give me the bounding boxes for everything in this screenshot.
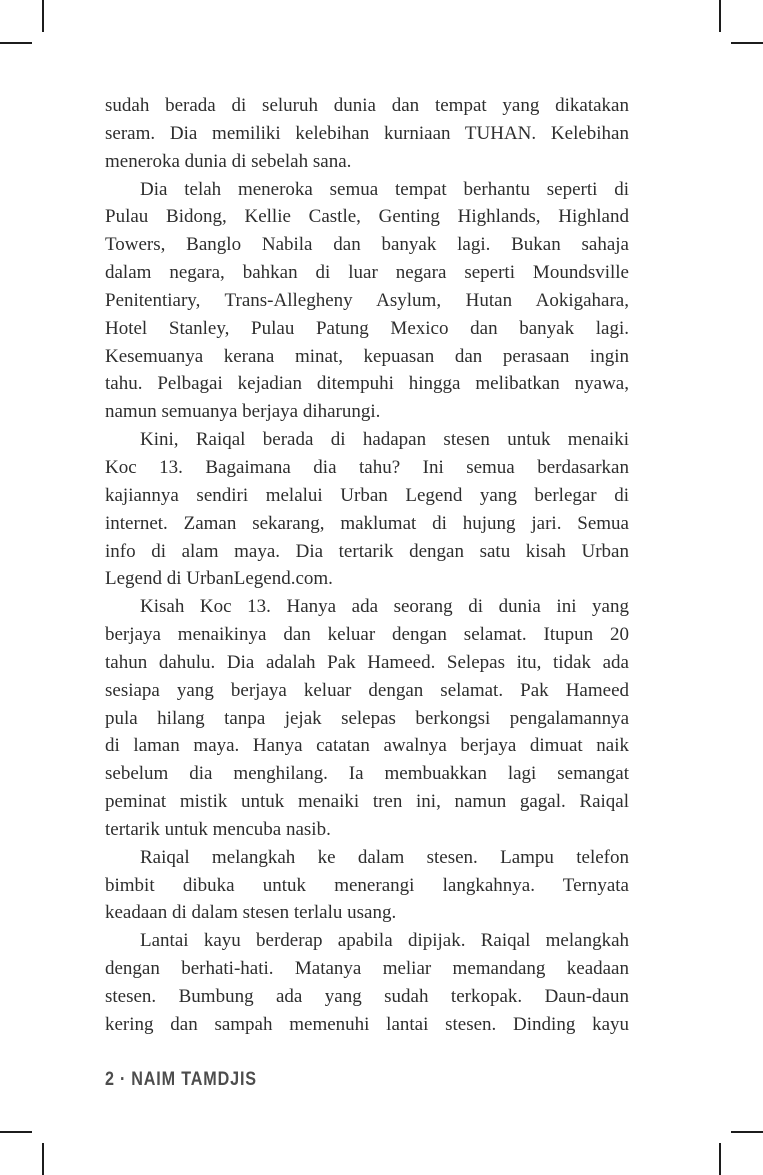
crop-mark-bottom-right-vertical (719, 1143, 721, 1175)
text-block (105, 92, 629, 1039)
text-line: peminat mistik untuk menaiki tren ini, namun gagal. Raiqal (105, 791, 629, 813)
text-line: sesiapa yang berjaya keluar dengan selamat. Pak Hameed (105, 679, 629, 701)
crop-mark-bottom-left-horizontal (0, 1131, 32, 1133)
crop-mark-bottom-right-horizontal (731, 1131, 763, 1133)
crop-mark-top-right-horizontal (731, 42, 763, 44)
text-line: namun semuanya berjaya diharungi. (105, 401, 381, 423)
text-line: Kesemuanya kerana minat, kepuasan dan perasaan ingin (105, 345, 629, 367)
text-line: Kini, Raiqal berada di hadapan stesen untuk menaiki (140, 429, 629, 451)
text-line: Dia telah meneroka semua tempat berhantu seperti di (140, 178, 629, 200)
text-line: Raiqal melangkah ke dalam stesen. Lampu telefon (140, 846, 629, 868)
text-line: Towers, Banglo Nabila dan banyak lagi. Bukan sahaja (105, 234, 629, 256)
crop-mark-bottom-left-vertical (42, 1143, 44, 1175)
crop-mark-top-left-vertical (42, 0, 44, 32)
text-line: kajiannya sendiri melalui Urban Legend yang berlegar di (105, 484, 629, 506)
text-line: tahun dahulu. Dia adalah Pak Hameed. Selepas itu, tidak ada (105, 651, 629, 673)
crop-mark-top-right-vertical (719, 0, 721, 32)
text-line: Penitentiary, Trans-Allegheny Asylum, Hutan Aokigahara, (105, 289, 629, 311)
text-line: seram. Dia memiliki kelebihan kurniaan TUHAN. Kelebihan (105, 122, 629, 144)
text-line: tahu. Pelbagai kejadian ditempuhi hingga melibatkan nyawa, (105, 373, 629, 395)
text-line: tertarik untuk mencuba nasib. (105, 818, 331, 840)
text-line: bimbit dibuka untuk menerangi langkahnya. Ternyata (105, 874, 629, 896)
text-line: Pulau Bidong, Kellie Castle, Genting Highlands, Highland (105, 206, 629, 228)
text-line: keadaan di dalam stesen terlalu usang. (105, 902, 397, 924)
paragraph (105, 92, 629, 176)
text-line: Legend di UrbanLegend.com. (105, 568, 333, 590)
text-line: kering dan sampah memenuhi lantai stesen. Dinding kayu (105, 1013, 629, 1035)
text-line: Hotel Stanley, Pulau Patung Mexico dan banyak lagi. (105, 317, 629, 339)
text-line: sebelum dia menghilang. Ia membuakkan lagi semangat (105, 763, 629, 785)
paragraph (105, 927, 629, 1038)
text-line: Kisah Koc 13. Hanya ada seorang di dunia ini yang (140, 596, 629, 618)
text-line: dengan berhati-hati. Matanya meliar memandang keadaan (105, 958, 629, 980)
text-line: dalam negara, bahkan di luar negara seperti Moundsville (105, 262, 629, 284)
text-line: stesen. Bumbung ada yang sudah terkopak. Daun-daun (105, 986, 629, 1007)
paragraph (105, 176, 629, 427)
text-line: internet. Zaman sekarang, maklumat di hujung jari. Semua (105, 512, 629, 534)
text-line: berjaya menaikinya dan keluar dengan selamat. Itupun 20 (105, 624, 629, 646)
text-line: sudah berada di seluruh dunia dan tempat yang dikatakan (105, 95, 629, 116)
text-line: Koc 13. Bagaimana dia tahu? Ini semua berdasarkan (105, 456, 629, 478)
crop-mark-top-left-horizontal (0, 42, 32, 44)
paragraph (105, 844, 629, 928)
page-footer (105, 1069, 257, 1091)
footer-page-number: 2 (105, 1069, 115, 1090)
paragraph (105, 593, 629, 844)
text-line: meneroka dunia di sebelah sana. (105, 150, 352, 172)
text-line: pula hilang tanpa jejak selepas berkongsi pengalamannya (105, 707, 629, 729)
text-line: info di alam maya. Dia tertarik dengan satu kisah Urban (105, 540, 629, 562)
footer-separator: · (119, 1069, 127, 1090)
footer-author: NAIM TAMDJIS (131, 1069, 257, 1090)
text-line: di laman maya. Hanya catatan awalnya berjaya dimuat naik (105, 735, 629, 757)
text-line: Lantai kayu berderap apabila dipijak. Raiqal melangkah (140, 930, 629, 952)
paragraph (105, 426, 629, 593)
